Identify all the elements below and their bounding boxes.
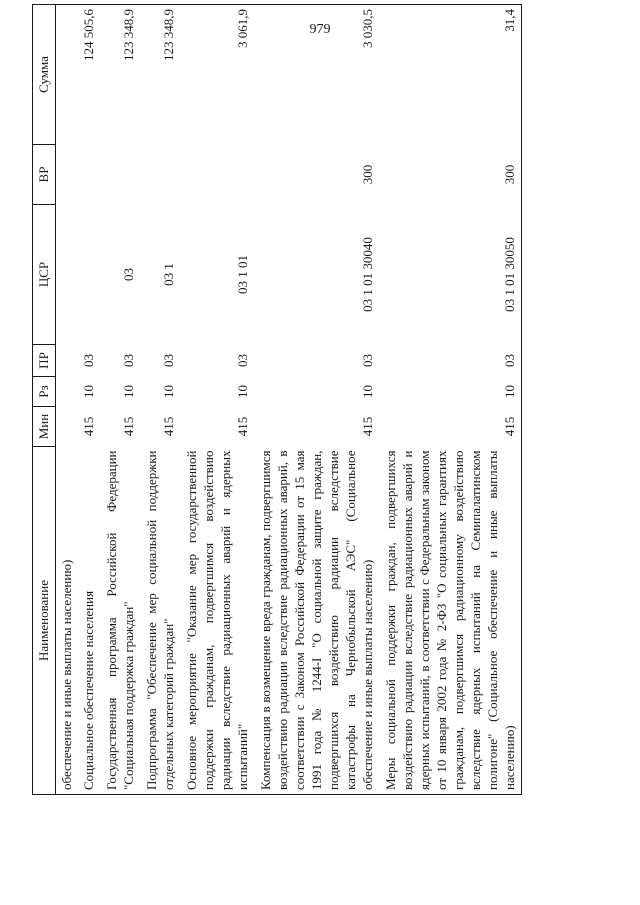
- row-vr: [77, 145, 100, 205]
- row-min: 415: [360, 416, 375, 437]
- header-rz: Рз: [33, 377, 56, 407]
- table-row: [254, 5, 379, 795]
- row-rz: [56, 377, 78, 407]
- row-sum: 31,4: [379, 5, 522, 145]
- row-csr: [77, 205, 100, 345]
- table-row: [180, 5, 254, 795]
- table-row: [140, 5, 180, 795]
- row-pr: 03: [81, 354, 96, 367]
- row-min: 415: [121, 416, 136, 437]
- row-name: Компенсация в возмещение вреда гражданам, подвергшимся воздействию радиации вследствие радиационных аварий, в соответствии с Законом Российской Федерации от 15 мая 1991 года № 1244-I "О социальной защите граждан, подвергшихся воздействию радиации вследствие катастрофы на Чернобыльской АЭС" (Социальное обеспечение и иные выплаты населению): [254, 447, 379, 795]
- row-name: Основное мероприятие "Оказание мер государственной поддержки гражданам, подвергшимся воздействию радиации вследствие радиационных аварий и ядерных испытаний": [180, 447, 254, 795]
- row-name: Меры социальной поддержки граждан, подвергшихся воздействию радиации вследствие радиационных аварий и ядерных испытаний, в соответствии с Федеральным законом от 10 января 2002 года № 2-ФЗ "О социальных гарантиях гражданам, подвергшимся радиационному воздействию вследствие ядерных испытаний на Семипалатинском полигоне" (Социальное обеспечение и иные выплаты населению): [379, 447, 522, 795]
- row-name: Социальное обеспечение населения: [77, 447, 100, 795]
- row-min: 415: [235, 416, 250, 437]
- header-csr: ЦСР: [33, 205, 56, 345]
- row-sum: 3 061,9: [180, 5, 254, 145]
- header-vr: ВР: [33, 145, 56, 205]
- row-rz: 10: [379, 377, 522, 407]
- budget-table: [32, 4, 522, 795]
- row-min: 415: [81, 416, 96, 437]
- row-pr: 03: [235, 354, 250, 367]
- header-name: Наименование: [33, 447, 56, 795]
- row-vr: [100, 145, 140, 205]
- row-min: [56, 407, 78, 447]
- row-pr: [56, 345, 78, 377]
- row-rz: 10: [235, 385, 250, 398]
- header-pr: ПР: [33, 345, 56, 377]
- row-pr: 03: [161, 354, 176, 367]
- row-csr: [56, 205, 78, 345]
- row-sum: 123 348,9: [140, 5, 180, 145]
- row-csr: 03: [121, 268, 136, 281]
- row-csr: 03 1 01: [235, 255, 250, 294]
- table-row: [56, 5, 78, 795]
- header-sum: Сумма: [33, 5, 56, 145]
- row-pr: 03: [379, 345, 522, 377]
- row-csr: 03 1 01 30040: [360, 237, 375, 312]
- table-row: [379, 5, 522, 795]
- row-pr: 03: [121, 354, 136, 367]
- row-rz: 10: [81, 385, 96, 398]
- row-sum: 3 030,5: [254, 5, 379, 145]
- table-row: [100, 5, 140, 795]
- row-pr: 03: [360, 354, 375, 367]
- table-row: [77, 5, 100, 795]
- row-rz: 10: [360, 385, 375, 398]
- row-vr: [140, 145, 180, 205]
- row-vr: 300: [379, 145, 522, 205]
- row-name: Государственная программа Российской Федерации "Социальная поддержка граждан": [100, 447, 140, 795]
- row-min: 415: [379, 407, 522, 447]
- row-name: Подпрограмма "Обеспечение мер социальной поддержки отдельных категорий граждан": [140, 447, 180, 795]
- rotated-table-sheet: [32, 5, 552, 795]
- row-sum: [56, 5, 78, 145]
- row-name: обеспечение и иные выплаты населению): [56, 447, 78, 795]
- row-vr: 300: [360, 164, 375, 185]
- row-csr: 03 1: [161, 263, 176, 286]
- row-sum: 124 505,6: [77, 5, 100, 145]
- row-min: 415: [161, 416, 176, 437]
- row-rz: 10: [161, 385, 176, 398]
- row-csr: 03 1 01 30050: [379, 205, 522, 345]
- page-number: 979: [309, 22, 331, 37]
- row-rz: 10: [121, 385, 136, 398]
- row-vr: [180, 145, 254, 205]
- header-row: [33, 5, 56, 795]
- header-min: Мин: [33, 407, 56, 447]
- row-vr: [56, 145, 78, 205]
- row-sum: 123 348,9: [100, 5, 140, 145]
